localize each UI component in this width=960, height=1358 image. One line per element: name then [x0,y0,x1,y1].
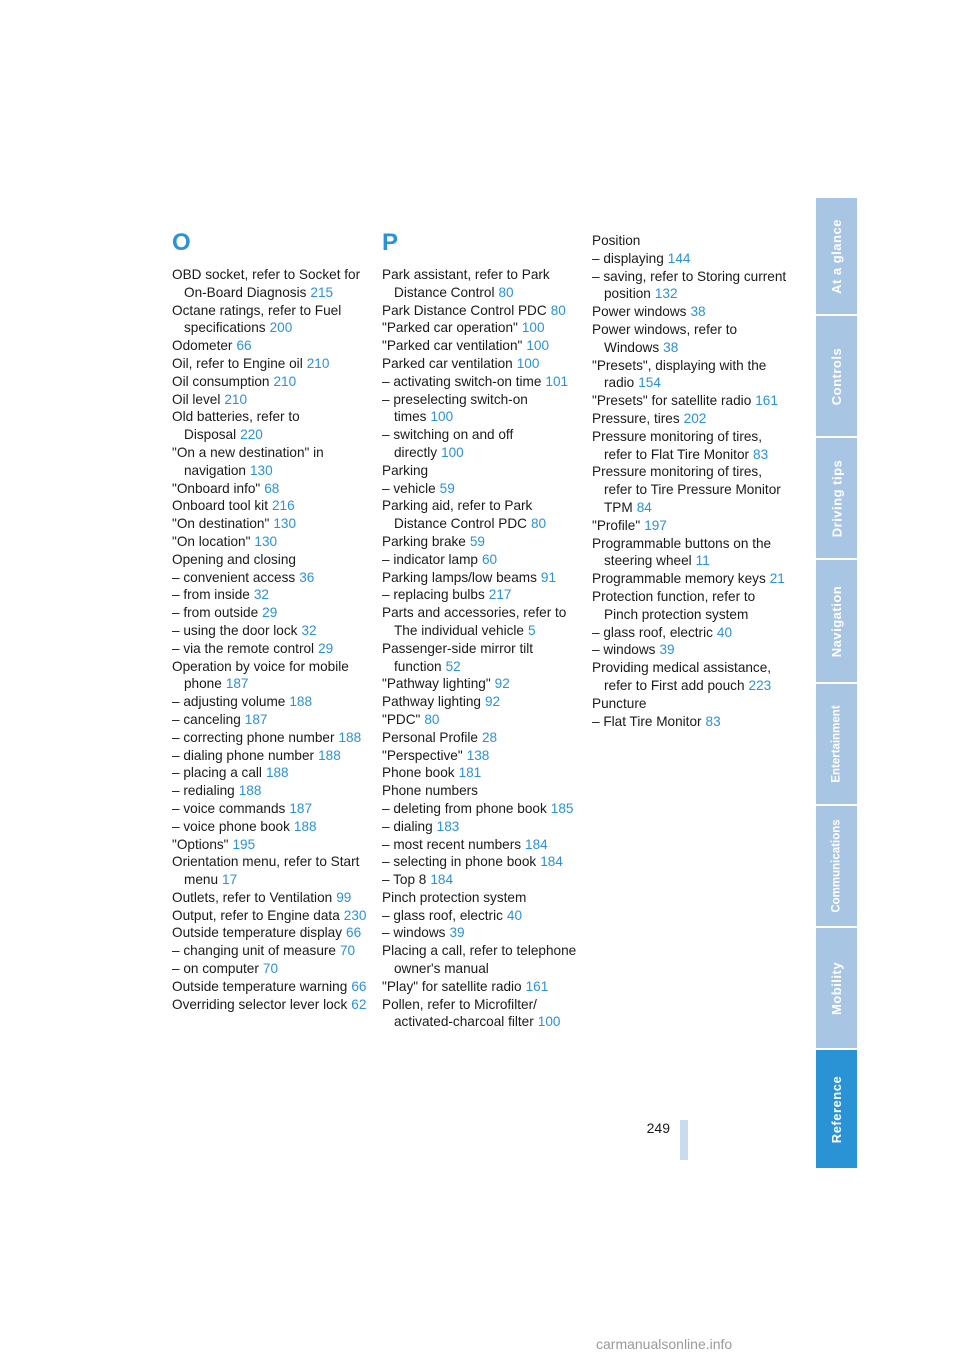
page-reference-link[interactable]: 185 [550,800,574,816]
index-entry [382,889,578,907]
entry-text: Outside temperature warning [172,978,348,994]
page-reference-link[interactable]: 195 [232,836,256,852]
index-entry [592,392,788,410]
entry-text: – convenient access [172,569,296,585]
chapter-tab-label: Communications [830,819,843,913]
page-reference-link[interactable]: 144 [667,250,691,266]
chapter-tab-entertainment[interactable] [816,684,857,804]
index-entry [172,853,368,889]
section-letter: O [172,229,191,256]
index-entry [592,695,788,713]
entry-text: Phone numbers [382,783,478,799]
index-entry [172,302,368,338]
index-column-o [172,230,368,1013]
page-reference-link[interactable]: 154 [638,375,661,391]
entry-text: Orientation menu, refer to Start menu [172,854,360,888]
entry-text: Operation by voice for mobile phone [172,658,349,692]
entry-text: Phone book [382,765,455,781]
entry-text: Providing medical assistance, refer to First add pouch [592,660,772,693]
entry-text: Personal Profile [382,729,478,745]
page-reference-link[interactable]: 59 [469,533,485,549]
index-entry [382,924,578,942]
entry-text: Programmable memory keys [592,571,766,587]
page-reference-link[interactable]: 17 [222,872,238,888]
index-column-p [382,230,578,1031]
index-entry [172,444,368,480]
entry-text: "Profile" [592,517,641,533]
index-entry [382,978,578,996]
page-reference-link[interactable]: 38 [663,339,679,355]
page-reference-link[interactable]: 52 [445,658,461,674]
entry-text: – using the door lock [172,622,298,638]
page-reference-link[interactable]: 40 [716,624,733,640]
entry-text: "Presets" for satellite radio [592,393,752,409]
entry-text: – vehicle [382,480,436,496]
index-entry [592,535,788,571]
entry-text: Parking brake [382,533,466,549]
index-entry [382,782,578,800]
entry-text: Pinch protection system [382,889,527,905]
index-column-continued [592,232,788,730]
chapter-tab-label: Controls [829,347,845,405]
entry-text: Oil consumption [172,373,270,389]
page-reference-link[interactable]: 187 [289,800,313,816]
entry-text: – canceling [172,711,241,727]
page-reference-link[interactable]: 80 [498,284,514,300]
entry-text: Oil level [172,391,221,407]
index-entry [172,658,368,694]
index-entry [172,800,368,818]
page-reference-link[interactable]: 161 [525,978,549,994]
index-entry [382,640,578,676]
entry-text: Overriding selector lever lock [172,996,348,1012]
entry-text: Output, refer to Engine data [172,907,340,923]
entry-text: Pollen, refer to Microfilter/ activated-charcoal filter [382,996,537,1030]
entry-text: Octane ratings, refer to Fuel specifications [172,302,342,336]
entry-text: – voice phone book [172,818,290,834]
entry-text: "Options" [172,836,229,852]
entry-text: "PDC" [382,711,421,727]
entry-text: Position [592,233,641,248]
page-reference-link[interactable]: 66 [351,978,367,994]
watermark: carmanualsonline.info [596,1336,733,1352]
page-reference-link[interactable]: 40 [506,907,523,923]
chapter-tab-label: Navigation [829,585,844,657]
page-reference-link[interactable]: 66 [236,338,252,354]
entry-text: – saving, refer to Storing current position [592,268,787,302]
chapter-tab-label: Reference [829,1075,844,1143]
index-entry [592,232,788,250]
entry-text: "On destination" [172,516,270,532]
index-entry [382,533,578,551]
entry-text: – from outside [172,605,259,621]
entry-text: – activating switch-on time [382,373,542,389]
index-entry [172,747,368,765]
entry-text: Power windows, refer to Windows [592,321,738,355]
entry-text: Parking lamps/low beams [382,569,537,585]
page-reference-link[interactable]: 188 [318,747,341,763]
index-entry [172,978,368,996]
entry-text: – most recent numbers [382,836,522,852]
entry-text: – glass roof, electric [592,624,713,640]
entry-text: – from inside [172,587,250,603]
index-entry [172,391,368,409]
page-reference-link[interactable]: 138 [466,747,490,763]
page-reference-link[interactable]: 184 [540,854,563,870]
page-reference-link[interactable]: 100 [430,409,454,425]
chapter-tab-controls[interactable] [816,316,857,436]
page-number: 249 [646,1120,670,1136]
index-entry [172,408,368,444]
index-entry [172,373,368,391]
entry-text: Pathway lighting [382,694,481,710]
index-entry [592,588,788,624]
entry-text: Puncture [592,695,647,711]
index-entry [382,836,578,854]
page-reference-link[interactable]: 188 [238,783,262,799]
page-reference-link[interactable]: 68 [264,480,280,496]
page-reference-link[interactable]: 187 [244,711,268,727]
index-entry [172,533,368,551]
entry-text: Protection function, refer to Pinch protection system [592,588,756,622]
index-entry [382,497,578,533]
index-entry [172,480,368,498]
index-entry [382,319,578,337]
page-reference-link[interactable]: 5 [527,622,536,638]
index-entry [172,640,368,658]
entry-text: Opening and closing [172,551,296,567]
page-reference-link[interactable]: 32 [253,587,269,603]
index-entry [172,924,368,942]
index-entry [172,942,368,960]
index-entry [382,586,578,604]
page-reference-link[interactable]: 70 [262,961,279,977]
chapter-tab-mobility[interactable] [816,928,857,1048]
entry-text: – changing unit of measure [172,943,336,959]
chapter-tab-communications[interactable] [816,806,857,926]
page-reference-link[interactable]: 29 [318,640,334,656]
page-reference-link[interactable]: 83 [753,446,769,462]
page-reference-link[interactable]: 11 [695,553,710,569]
index-entry [382,693,578,711]
entry-text: – indicator lamp [382,551,478,567]
index-entry [592,303,788,321]
page-reference-link[interactable]: 100 [516,355,540,371]
page-number-bar [680,1120,688,1160]
page-reference-link[interactable]: 28 [481,729,498,745]
index-entry [172,907,368,925]
page-reference-link[interactable]: 92 [485,694,501,710]
index-entry [592,624,788,642]
page-reference-link[interactable]: 130 [249,462,273,478]
entry-text: – switching on and off directly [382,427,514,460]
entry-text: – dialing [382,818,433,834]
section-letter: P [382,229,399,256]
index-entry [382,996,578,1032]
page-reference-link[interactable]: 92 [494,676,510,692]
entry-text: "Parked car operation" [382,320,518,336]
page-reference-link[interactable]: 210 [273,373,297,389]
page-reference-link[interactable]: 197 [644,517,667,533]
entry-text: – adjusting volume [172,694,286,710]
page-reference-link[interactable]: 39 [659,642,675,658]
entry-text: "On location" [172,533,251,549]
index-entry [172,569,368,587]
page-reference-link[interactable]: 62 [351,996,367,1012]
index-entry [592,428,788,464]
entry-text: Parked car ventilation [382,355,513,371]
page-reference-link[interactable]: 188 [293,818,317,834]
chapter-tabs [816,198,857,1170]
chapter-tab-label: At a glance [829,218,845,294]
index-entry [592,357,788,393]
page-reference-link[interactable]: 210 [224,391,248,407]
entry-text: – Top 8 [382,872,427,888]
page-reference-link[interactable]: 36 [299,569,315,585]
entry-text: Outlets, refer to Ventilation [172,889,333,905]
index-entry [172,729,368,747]
entry-text: "Perspective" [382,747,463,763]
page-reference-link[interactable]: 223 [748,677,772,693]
entry-text: Parts and accessories, refer to The individual vehicle [382,605,567,638]
index-entry [592,250,788,268]
page-reference-link[interactable]: 60 [481,551,498,567]
index-entry [592,268,788,304]
page-reference-link[interactable]: 80 [530,516,547,532]
page-reference-link[interactable]: 59 [439,480,455,496]
page-reference-link[interactable]: 38 [690,304,706,320]
index-entry [382,853,578,871]
chapter-tab-driving-tips[interactable] [816,438,857,558]
entry-text: "Pathway lighting" [382,676,491,692]
index-entry [172,764,368,782]
page-reference-link[interactable]: 216 [271,498,295,514]
entry-text: "Presets", displaying with the radio [592,357,767,391]
index-entry [382,551,578,569]
page-reference-link[interactable]: 84 [636,499,652,515]
page-reference-link[interactable]: 188 [265,765,289,781]
index-entry [172,960,368,978]
index-entry [172,355,368,373]
page-reference-link[interactable]: 184 [525,836,548,852]
entry-text: Old batteries, refer to Disposal [172,409,300,443]
index-entry [172,551,368,569]
index-entry [382,942,578,978]
page-reference-link[interactable]: 100 [521,320,545,336]
entry-text: – selecting in phone book [382,854,537,870]
index-entry [382,711,578,729]
page-reference-link[interactable]: 32 [301,622,317,638]
entry-text: "Play" for satellite radio [382,978,522,994]
index-entry [382,266,578,302]
index-entry [172,515,368,533]
index-entry [382,729,578,747]
entry-text: "Onboard info" [172,480,261,496]
entry-text: Pressure monitoring of tires, refer to Tire Pressure Monitor TPM [592,464,781,515]
page-reference-link[interactable]: 100 [537,1014,561,1030]
index-entry [172,337,368,355]
entry-text: Power windows [592,304,687,320]
page-reference-link[interactable]: 100 [441,444,464,460]
index-entry [172,266,368,302]
chapter-tab-at-a-glance[interactable] [816,198,857,314]
entry-text: "Parked car ventilation" [382,338,523,354]
entry-text: Placing a call, refer to telephone owner's manual [382,943,577,977]
page-reference-link[interactable]: 66 [346,925,362,941]
entry-text: – displaying [592,250,664,266]
page-reference-link[interactable]: 29 [262,605,278,621]
entry-text: Pressure, tires [592,410,680,426]
page-reference-link[interactable]: 132 [654,286,678,302]
page-reference-link[interactable]: 70 [340,943,356,959]
entry-text: Outside temperature display [172,925,343,941]
entry-text: Odometer [172,338,233,354]
index-entry [382,391,578,427]
entry-text: Pressure monitoring of tires, refer to Flat Tire Monitor [592,428,762,462]
index-entry [382,462,578,480]
entry-text: – deleting from phone book [382,800,547,816]
entry-text: – dialing phone number [172,747,315,763]
index-entry [592,517,788,535]
page-reference-link[interactable]: 80 [550,302,566,318]
page-reference-link[interactable]: 80 [424,711,440,727]
entry-text: – placing a call [172,765,262,781]
entry-text: OBD socket, refer to Socket for On-Board Diagnosis [172,267,361,300]
page-reference-link[interactable]: 183 [436,818,460,834]
page-reference-link[interactable]: 91 [540,569,557,585]
entry-text: – redialing [172,783,235,799]
index-entry [592,463,788,516]
chapter-tab-reference[interactable] [816,1050,857,1168]
entry-text: – Flat Tire Monitor [592,713,702,729]
index-entry [172,996,368,1014]
index-entry [172,711,368,729]
entry-text: – glass roof, electric [382,907,503,923]
page-reference-link[interactable]: 100 [526,338,550,354]
index-entry [592,570,788,588]
index-entry [382,337,578,355]
page-reference-link[interactable]: 184 [430,872,454,888]
entry-text: – correcting phone number [172,729,335,745]
index-entry [382,871,578,889]
entry-text: Onboard tool kit [172,498,268,514]
page-reference-link[interactable]: 230 [343,907,367,923]
page-reference-link[interactable]: 200 [269,320,293,336]
page-reference-link[interactable]: 83 [705,713,721,729]
entry-text: Park Distance Control PDC [382,302,547,318]
chapter-tab-label: Mobility [829,961,845,1015]
page-reference-link[interactable]: 130 [273,516,297,532]
index-entry [592,321,788,357]
entry-text: – windows [592,642,656,658]
page-reference-link[interactable]: 187 [225,676,249,692]
entry-text: Park assistant, refer to Park Distance Control [382,267,550,300]
entry-text: Parking aid, refer to Park Distance Control PDC [382,498,533,532]
index-entry [172,782,368,800]
entry-text: Parking [382,462,429,478]
index-entry [382,818,578,836]
entry-text: Oil, refer to Engine oil [172,355,303,371]
index-entry [382,764,578,782]
index-entry [382,302,578,320]
entry-text: – via the remote control [172,640,315,656]
index-entry [592,641,788,659]
index-entry [172,604,368,622]
page-reference-link[interactable]: 21 [769,571,785,587]
index-entry [172,497,368,515]
page-reference-link[interactable]: 217 [488,587,512,603]
chapter-tab-navigation[interactable] [816,560,857,682]
page-reference-link[interactable]: 130 [254,533,278,549]
index-entry [382,800,578,818]
index-entry [382,480,578,498]
index-entry [382,604,578,640]
index-entry [592,659,788,695]
page-reference-link[interactable]: 202 [683,410,707,426]
page-reference-link[interactable]: 161 [755,393,778,409]
index-entry [382,747,578,765]
index-entry [172,889,368,907]
index-entry [382,373,578,391]
entry-text: – replacing bulbs [382,587,485,603]
index-entry [172,693,368,711]
entry-text: Passenger-side mirror tilt function [382,640,534,674]
chapter-tab-label: Driving tips [829,459,845,537]
index-entry [172,836,368,854]
entry-text: Programmable buttons on the steering wheel [592,535,772,569]
index-entry [382,569,578,587]
index-entry [382,355,578,373]
entry-text: – windows [382,925,446,941]
index-entry [172,622,368,640]
entry-text: – voice commands [172,800,286,816]
page-reference-link[interactable]: 210 [306,355,330,371]
index-entry [172,586,368,604]
index-entry [382,426,578,462]
entry-text: – preselecting switch-on times [382,391,528,425]
chapter-tab-label: Entertainment [830,705,843,783]
page-reference-link[interactable]: 220 [240,427,263,443]
index-entry [592,713,788,731]
page-reference-link[interactable]: 215 [310,284,334,300]
page-reference-link[interactable]: 39 [449,925,465,941]
entry-text: "On a new destination" in navigation [172,444,324,478]
index-entry [172,818,368,836]
page-reference-link[interactable]: 101 [545,373,569,389]
page-reference-link[interactable]: 99 [336,889,352,905]
page-reference-link[interactable]: 181 [458,765,482,781]
entry-text: – on computer [172,961,259,977]
page-reference-link[interactable]: 188 [338,729,362,745]
index-entry [592,410,788,428]
index-entry [382,907,578,925]
page-reference-link[interactable]: 188 [289,694,313,710]
index-entry [382,675,578,693]
